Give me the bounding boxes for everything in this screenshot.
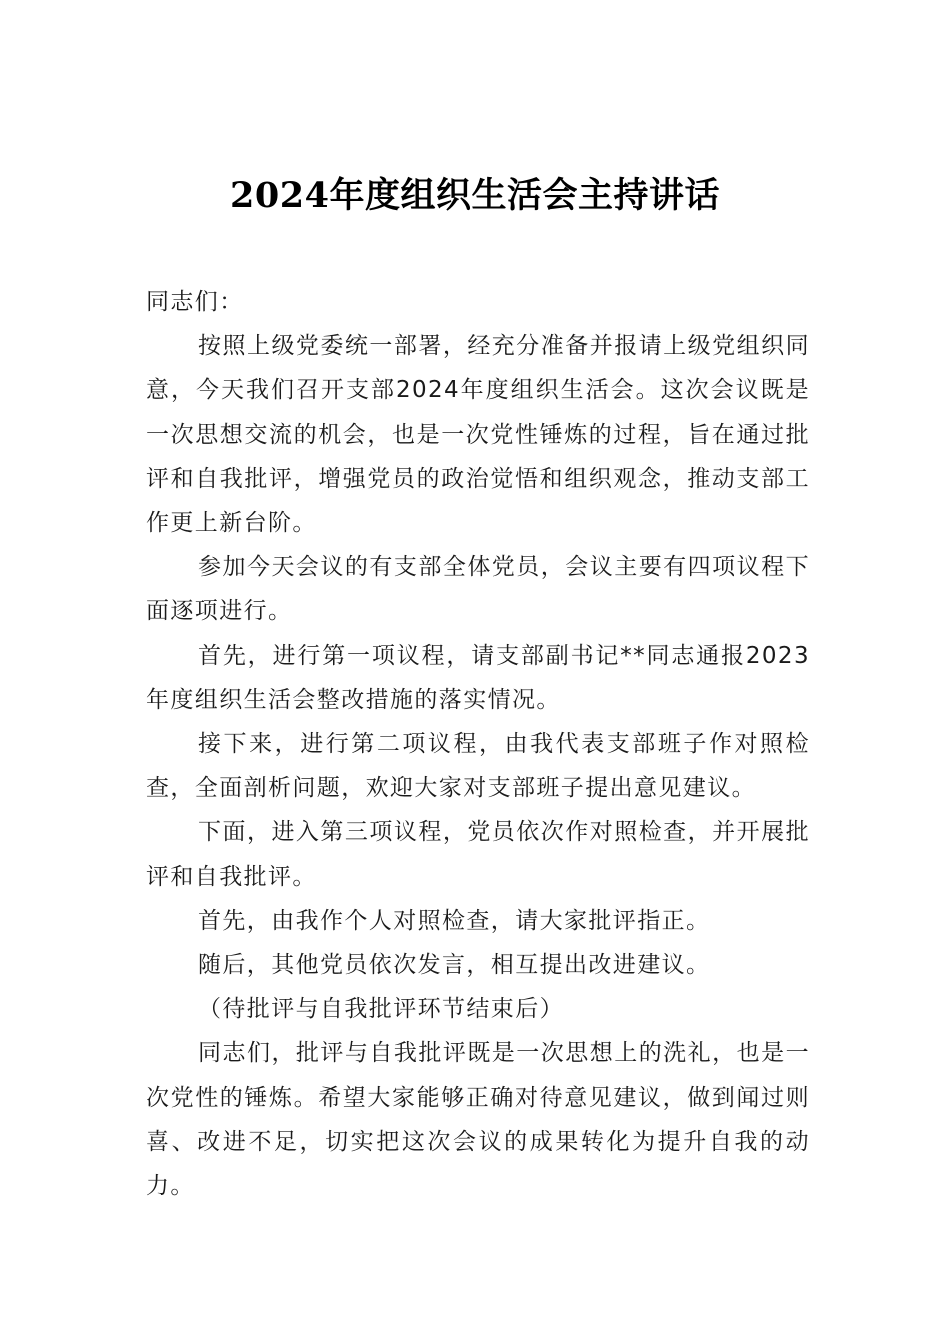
paragraph-agenda-1: 首先，进行第一项议程，请支部副书记**同志通报2023年度组织生活会整改措施的落实情况。 xyxy=(146,642,810,713)
paragraph-agenda-2: 接下来，进行第二项议程，由我代表支部班子作对照检查，全面剖析问题，欢迎大家对支部班子提出意见建议。 xyxy=(146,731,810,802)
salutation: 同志们： xyxy=(146,289,244,315)
paragraph-closing: 同志们，批评与自我批评既是一次思想上的洗礼，也是一次党性的锤炼。希望大家能够正确对待意见建议，做到闻过则喜、改进不足，切实把这次会议的成果转化为提升自我的动力。 xyxy=(146,1040,810,1200)
paragraph-attendance: 参加今天会议的有支部全体党员，会议主要有四项议程下面逐项进行。 xyxy=(146,554,810,625)
paragraph-stage-note: （待批评与自我批评环节结束后） xyxy=(198,996,564,1023)
paragraph-opening: 按照上级党委统一部署，经充分准备并报请上级党组织同意，今天我们召开支部2024年度组织生活会。这次会议既是一次思想交流的机会，也是一次党性锤炼的过程，旨在通过批评和自我批评，增强党员的政治觉悟和组织观念，推动支部工作更上新台阶。 xyxy=(146,333,810,537)
paragraph-agenda-3: 下面，进入第三项议程，党员依次作对照检查，并开展批评和自我批评。 xyxy=(146,819,810,890)
document-body xyxy=(146,280,810,1208)
paragraph-member-speeches: 随后，其他党员依次发言，相互提出改进建议。 xyxy=(198,952,711,979)
paragraph-self-review: 首先，由我作个人对照检查，请大家批评指正。 xyxy=(198,907,711,934)
document-title: 2024年度组织生活会主持讲话 xyxy=(230,175,720,216)
